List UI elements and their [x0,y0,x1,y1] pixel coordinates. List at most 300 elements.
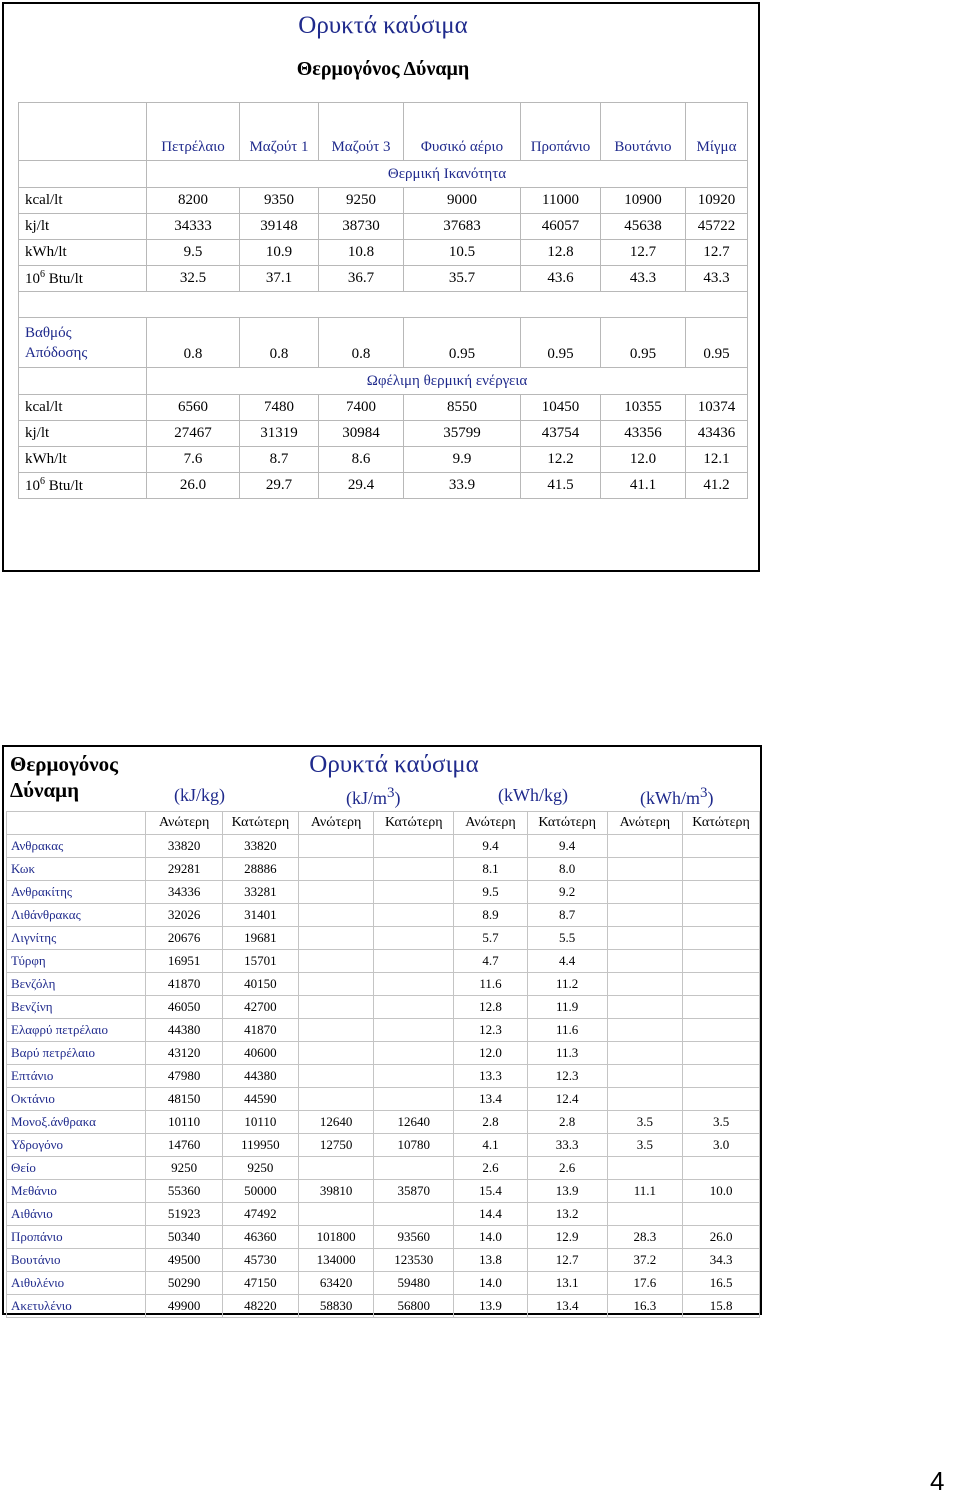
slide1-subtitle: Θερμογόνος Δύναμη [296,58,470,80]
value-cell: 35799 [404,421,521,447]
value-cell: 43120 [146,1042,223,1065]
fuel-column-header: Φυσικό αέριο [404,103,521,161]
fuel-row [7,1019,760,1042]
value-cell [607,1042,683,1065]
value-cell [683,1203,760,1226]
value-cell: 46360 [222,1226,298,1249]
fuel-name: Οκτάνιο [7,1088,146,1111]
section-empty-cell [19,368,147,395]
fuel-column-header: Μίγμα [686,103,748,161]
fuel-name: Μονοξ.άνθρακα [7,1111,146,1134]
value-cell: 16.5 [683,1272,760,1295]
value-cell [607,1203,683,1226]
value-cell: 15.8 [683,1295,760,1318]
value-cell: 43.3 [686,266,748,292]
fuel-row [7,1157,760,1180]
value-cell: 7.6 [147,447,240,473]
fuel-row [7,835,760,858]
value-cell [374,1203,454,1226]
value-cell [607,881,683,904]
unit-label-rest: Btu/lt [45,271,83,287]
value-cell: 26.0 [683,1226,760,1249]
fuel-name: Υδρογόνο [7,1134,146,1157]
fuel-row [7,1272,760,1295]
value-cell: 39148 [240,214,319,240]
value-cell: 20676 [146,927,223,950]
value-cell: 9.9 [404,447,521,473]
value-cell: 4.7 [454,950,528,973]
value-cell [607,1065,683,1088]
value-cell: 56800 [374,1295,454,1318]
value-cell [374,835,454,858]
value-cell: 10374 [686,395,748,421]
value-cell: 11000 [521,188,601,214]
value-cell: 43.6 [521,266,601,292]
section-row-useful-energy [19,368,748,395]
value-cell: 10.0 [683,1180,760,1203]
fuel-name: Βουτάνιο [7,1249,146,1272]
value-cell: 9.2 [527,881,607,904]
value-cell: 47492 [222,1203,298,1226]
value-cell: 45638 [601,214,686,240]
value-cell: 6560 [147,395,240,421]
value-cell: 50000 [222,1180,298,1203]
value-cell: 10780 [374,1134,454,1157]
value-cell: 93560 [374,1226,454,1249]
value-cell: 14.4 [454,1203,528,1226]
fuel-column-header: Προπάνιο [521,103,601,161]
value-cell [683,835,760,858]
value-cell [607,835,683,858]
value-cell [374,996,454,1019]
unit-kwh-m3-base: (kWh/m [640,788,700,808]
unit-label: kWh/lt [19,447,147,473]
value-cell [374,973,454,996]
value-cell [374,1019,454,1042]
unit-label-base: 10 [25,478,40,494]
unit-kj-kg: (kJ/kg) [174,785,225,805]
value-cell [607,927,683,950]
fuel-name: Ανθρακίτης [7,881,146,904]
unit-row [19,240,748,266]
efficiency-value: 0.95 [521,318,601,368]
unit-kj-m3-base: (kJ/m [346,788,388,808]
fuel-name: Αιθυλένιο [7,1272,146,1295]
value-cell [298,1042,374,1065]
value-cell: 2.8 [454,1111,528,1134]
fuel-name: Ακετυλένιο [7,1295,146,1318]
value-cell: 12.4 [527,1088,607,1111]
value-cell: 34.3 [683,1249,760,1272]
efficiency-label-line2: Απόδοσης [25,345,88,361]
fuel-row [7,1249,760,1272]
unit-row [19,188,748,214]
value-cell: 33.9 [404,473,521,499]
value-cell: 13.4 [454,1088,528,1111]
fuel-row [7,950,760,973]
value-cell: 46057 [521,214,601,240]
efficiency-value: 0.95 [404,318,521,368]
value-cell: 4.1 [454,1134,528,1157]
page-number: 4 [930,1466,945,1496]
section-useful-energy-label: Ωφέλιμη θερμική ενέργεια [147,368,748,395]
efficiency-value: 0.95 [686,318,748,368]
blank-row [19,292,748,318]
unit-kwh-m3-sup: 3 [700,785,708,801]
sub-header-lower: Κατώτερη [374,812,454,835]
fuel-name: Επτάνιο [7,1065,146,1088]
value-cell: 8.7 [527,904,607,927]
value-cell: 43754 [521,421,601,447]
value-cell: 10.9 [240,240,319,266]
value-cell [298,950,374,973]
value-cell: 8.0 [527,858,607,881]
value-cell [607,996,683,1019]
value-cell: 35870 [374,1180,454,1203]
value-cell [298,881,374,904]
value-cell: 8.7 [240,447,319,473]
value-cell: 9350 [240,188,319,214]
value-cell [683,1042,760,1065]
value-cell: 38730 [319,214,404,240]
value-cell: 29.7 [240,473,319,499]
value-cell: 12.3 [454,1019,528,1042]
unit-label: kj/lt [19,214,147,240]
sub-header-lower: Κατώτερη [683,812,760,835]
value-cell [374,1065,454,1088]
value-cell [683,927,760,950]
fuel-row [7,1042,760,1065]
fuel-column-header: Μαζούτ 3 [319,103,404,161]
efficiency-value: 0.8 [147,318,240,368]
value-cell: 36.7 [319,266,404,292]
value-cell: 13.9 [527,1180,607,1203]
slide2-heading [10,751,118,803]
value-cell: 46050 [146,996,223,1019]
value-cell: 10900 [601,188,686,214]
section-heat-capacity-label: Θερμική Ικανότητα [147,161,748,188]
value-cell: 10110 [222,1111,298,1134]
value-cell: 12640 [298,1111,374,1134]
value-cell: 12.7 [601,240,686,266]
unit-kj-m3-sup: 3 [387,785,395,801]
unit-label-exponent: 6 [40,269,45,280]
value-cell [374,904,454,927]
value-cell: 41870 [222,1019,298,1042]
value-cell: 12.9 [527,1226,607,1249]
value-cell: 4.4 [527,950,607,973]
value-cell: 34333 [147,214,240,240]
value-cell: 12.8 [521,240,601,266]
value-cell: 19681 [222,927,298,950]
slide-heating-value-fuels-table [2,745,762,1315]
value-cell: 16.3 [607,1295,683,1318]
unit-row [19,266,748,292]
value-cell [298,904,374,927]
value-cell: 40150 [222,973,298,996]
efficiency-value: 0.8 [319,318,404,368]
value-cell: 12.2 [521,447,601,473]
value-cell: 41.5 [521,473,601,499]
value-cell: 29.4 [319,473,404,499]
unit-label-base: 10 [25,271,40,287]
value-cell: 30984 [319,421,404,447]
value-cell [298,1019,374,1042]
sub-header-upper: Ανώτερη [146,812,223,835]
fuel-row [7,1226,760,1249]
value-cell: 33820 [146,835,223,858]
value-cell: 10.5 [404,240,521,266]
value-cell: 33281 [222,881,298,904]
value-cell: 33820 [222,835,298,858]
unit-row [19,473,748,499]
value-cell: 123530 [374,1249,454,1272]
value-cell: 8.9 [454,904,528,927]
value-cell: 51923 [146,1203,223,1226]
value-cell [607,950,683,973]
unit-label [19,473,147,499]
value-cell [683,973,760,996]
value-cell: 12750 [298,1134,374,1157]
value-cell [607,973,683,996]
value-cell: 2.8 [527,1111,607,1134]
fuel-row [7,927,760,950]
value-cell: 15.4 [454,1180,528,1203]
fuel-row [7,1203,760,1226]
value-cell: 12.7 [686,240,748,266]
unit-kj-m3-close: ) [394,788,401,808]
value-cell: 12640 [374,1111,454,1134]
fuel-row [7,1295,760,1318]
value-cell: 17.6 [607,1272,683,1295]
unit-row [19,421,748,447]
value-cell: 10355 [601,395,686,421]
value-cell: 101800 [298,1226,374,1249]
value-cell: 3.5 [607,1134,683,1157]
value-cell: 44590 [222,1088,298,1111]
value-cell: 44380 [222,1065,298,1088]
value-cell: 13.9 [454,1295,528,1318]
value-cell: 63420 [298,1272,374,1295]
value-cell [607,1019,683,1042]
value-cell: 55360 [146,1180,223,1203]
value-cell: 8200 [147,188,240,214]
slide1-title: Ορυκτά καύσιμα [298,12,468,39]
fuel-row [7,1111,760,1134]
sub-header-upper: Ανώτερη [298,812,374,835]
fuel-row [7,1134,760,1157]
value-cell: 50340 [146,1226,223,1249]
value-cell: 15701 [222,950,298,973]
value-cell: 3.5 [683,1111,760,1134]
fuel-name: Ανθρακας [7,835,146,858]
value-cell: 16951 [146,950,223,973]
value-cell: 11.2 [527,973,607,996]
fuels-heating-table [6,811,760,1318]
value-cell: 41.1 [601,473,686,499]
value-cell [607,1157,683,1180]
value-cell: 12.0 [601,447,686,473]
efficiency-label [19,318,147,368]
slide2-heading-line1: Θερμογόνος [10,752,119,776]
value-cell [607,858,683,881]
value-cell: 43356 [601,421,686,447]
sub-header-lower: Κατώτερη [527,812,607,835]
value-cell: 41870 [146,973,223,996]
value-cell: 49900 [146,1295,223,1318]
unit-label-exponent: 6 [40,476,45,487]
value-cell: 14.0 [454,1226,528,1249]
fuel-name: Ελαφρύ πετρέλαιο [7,1019,146,1042]
value-cell: 9000 [404,188,521,214]
value-cell [298,927,374,950]
value-cell: 31319 [240,421,319,447]
slide-heating-value-liquid-fuels [2,2,760,572]
value-cell: 31401 [222,904,298,927]
efficiency-row [19,318,748,368]
value-cell: 48220 [222,1295,298,1318]
value-cell [298,1088,374,1111]
fuel-name: Λιγνίτης [7,927,146,950]
value-cell: 13.4 [527,1295,607,1318]
value-cell: 7400 [319,395,404,421]
unit-label: kWh/lt [19,240,147,266]
value-cell [607,904,683,927]
value-cell: 119950 [222,1134,298,1157]
fuel-name: Βαρύ πετρέλαιο [7,1042,146,1065]
fuel-name: Κωκ [7,858,146,881]
efficiency-value: 0.8 [240,318,319,368]
fuel-name: Θείο [7,1157,146,1180]
value-cell [374,927,454,950]
fuel-row [7,996,760,1019]
value-cell [683,881,760,904]
value-cell: 58830 [298,1295,374,1318]
blank-cell [19,292,748,318]
section-empty-cell [19,161,147,188]
value-cell: 27467 [147,421,240,447]
value-cell [683,1157,760,1180]
value-cell: 134000 [298,1249,374,1272]
value-cell: 10.8 [319,240,404,266]
value-cell [298,1203,374,1226]
value-cell: 9.5 [147,240,240,266]
value-cell: 13.8 [454,1249,528,1272]
value-cell [374,1042,454,1065]
value-cell: 9250 [222,1157,298,1180]
sub-header-upper: Ανώτερη [607,812,683,835]
fuel-header-row [19,103,748,161]
value-cell: 11.9 [527,996,607,1019]
fuel-row [7,904,760,927]
value-cell: 32.5 [147,266,240,292]
value-cell [374,858,454,881]
value-cell: 47980 [146,1065,223,1088]
value-cell: 35.7 [404,266,521,292]
liquid-fuels-table [18,102,748,499]
fuel-row [7,1065,760,1088]
value-cell: 37683 [404,214,521,240]
value-cell [298,996,374,1019]
value-cell: 34336 [146,881,223,904]
value-cell: 13.2 [527,1203,607,1226]
value-cell: 41.2 [686,473,748,499]
unit-label: kj/lt [19,421,147,447]
unit-row [19,395,748,421]
fuel-row [7,1088,760,1111]
value-cell: 37.1 [240,266,319,292]
value-cell: 9250 [146,1157,223,1180]
value-cell: 13.3 [454,1065,528,1088]
value-cell: 14.0 [454,1272,528,1295]
value-cell [683,1019,760,1042]
unit-label-rest: Btu/lt [45,478,83,494]
value-cell [298,1157,374,1180]
value-cell: 10920 [686,188,748,214]
value-cell: 40600 [222,1042,298,1065]
value-cell: 12.3 [527,1065,607,1088]
efficiency-label-line1: Βαθμός [25,325,72,341]
value-cell: 8550 [404,395,521,421]
value-cell [374,950,454,973]
fuel-name: Τύρφη [7,950,146,973]
unit-kwh-kg: (kWh/kg) [498,785,568,805]
fuel-name: Αιθάνιο [7,1203,146,1226]
value-cell: 5.5 [527,927,607,950]
value-cell [683,858,760,881]
value-cell: 39810 [298,1180,374,1203]
unit-label: kcal/lt [19,395,147,421]
value-cell: 8.6 [319,447,404,473]
value-cell: 45722 [686,214,748,240]
value-cell: 59480 [374,1272,454,1295]
unit-label [19,266,147,292]
value-cell: 10450 [521,395,601,421]
value-cell: 13.1 [527,1272,607,1295]
value-cell: 47150 [222,1272,298,1295]
fuel-column-header: Μαζούτ 1 [240,103,319,161]
value-cell: 28.3 [607,1226,683,1249]
value-cell [374,1157,454,1180]
value-cell: 12.1 [686,447,748,473]
header-empty-cell [19,103,147,161]
value-cell: 37.2 [607,1249,683,1272]
value-cell: 3.0 [683,1134,760,1157]
value-cell [683,1065,760,1088]
value-cell [683,1088,760,1111]
fuel-name: Βενζίνη [7,996,146,1019]
value-cell: 14760 [146,1134,223,1157]
value-cell: 2.6 [527,1157,607,1180]
value-cell: 12.0 [454,1042,528,1065]
fuel-row [7,973,760,996]
value-cell: 50290 [146,1272,223,1295]
value-cell: 43436 [686,421,748,447]
value-cell: 9250 [319,188,404,214]
value-cell [683,950,760,973]
value-cell: 9.4 [527,835,607,858]
value-cell: 10110 [146,1111,223,1134]
value-cell: 45730 [222,1249,298,1272]
section-row-heat-capacity [19,161,748,188]
fuel-column-header: Βουτάνιο [601,103,686,161]
unit-row [19,214,748,240]
value-cell [298,858,374,881]
fuel-column-header: Πετρέλαιο [147,103,240,161]
value-cell: 43.3 [601,266,686,292]
value-cell: 26.0 [147,473,240,499]
value-cell: 11.6 [454,973,528,996]
